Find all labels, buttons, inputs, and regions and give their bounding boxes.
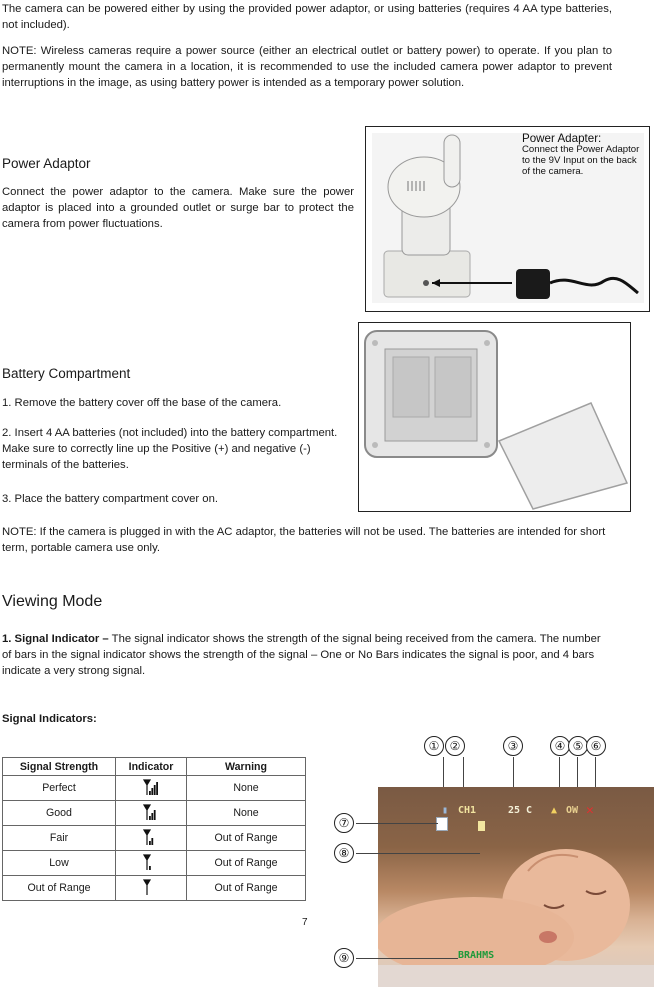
signal-strength-cell: Good bbox=[3, 801, 116, 826]
signal-bars-icon bbox=[143, 778, 159, 796]
signal-indicator-cell bbox=[116, 826, 187, 851]
callout-7-line bbox=[356, 823, 438, 824]
caption-title: Power Adapter: bbox=[522, 132, 602, 145]
signal-bars-icon bbox=[143, 878, 159, 896]
warning-cell: Out of Range bbox=[187, 826, 306, 851]
callout-5: ⑤ bbox=[568, 736, 588, 756]
signal-strength-cell: Perfect bbox=[3, 776, 116, 801]
signal-indicator-cell bbox=[116, 851, 187, 876]
speaker-mute-icon: ✕ bbox=[586, 803, 594, 818]
signal-table-row bbox=[3, 801, 306, 826]
battery-heading: Battery Compartment bbox=[2, 366, 131, 381]
intro-note-text: NOTE: Wireless cameras require a power source (either an electrical outlet or battery power) to operate. If you plan to permanently mount the camera in a location, it is recommended to use the included camera power adaptor to prevent interruptions in the image, as using battery power is intended as a temporary power solution. bbox=[2, 45, 612, 89]
battery-step-3: 3. Place the battery compartment cover on. bbox=[2, 493, 219, 505]
warning-cell: Out of Range bbox=[187, 851, 306, 876]
signal-strength-cell: Fair bbox=[3, 826, 116, 851]
signal-icon: ▮ bbox=[442, 805, 449, 816]
status-readout: OW bbox=[566, 805, 579, 816]
battery-note: NOTE: If the camera is plugged in with the AC adaptor, the batteries will not be used. The batteries are intended for short term, portable camera use only. bbox=[2, 526, 606, 554]
callout-8: ⑧ bbox=[334, 843, 354, 863]
temperature-readout: 25 C bbox=[508, 805, 533, 816]
camera-icon bbox=[436, 817, 448, 831]
page-number: 7 bbox=[302, 917, 308, 928]
signal-indicator-cell bbox=[116, 876, 187, 901]
signal-bar bbox=[151, 788, 153, 795]
signal-indicator-cell bbox=[116, 801, 187, 826]
warning-cell: Out of Range bbox=[187, 876, 306, 901]
battery-icon bbox=[478, 821, 485, 831]
signal-indicator-paragraph bbox=[2, 631, 602, 679]
warning-cell: None bbox=[187, 801, 306, 826]
callout-9: ⑨ bbox=[334, 948, 354, 968]
signal-table-row bbox=[3, 851, 306, 876]
callout-9-line bbox=[356, 958, 458, 959]
signal-indicators-label: Signal Indicators: bbox=[2, 713, 97, 725]
signal-indicator-cell bbox=[116, 776, 187, 801]
channel-readout: CH1 bbox=[458, 805, 477, 816]
caption-body: Connect the Power Adaptor to the 9V Input on the back of the camera. bbox=[522, 144, 640, 177]
signal-bar bbox=[149, 841, 151, 845]
signal-bar bbox=[151, 838, 153, 845]
baby-illustration bbox=[378, 787, 654, 987]
power-adapter-photo bbox=[365, 126, 650, 312]
power-adaptor-body: Connect the power adaptor to the camera. Make sure the power adaptor is placed into a grounded outlet or surge bar to protect the camera from power fluctuations. bbox=[2, 186, 354, 230]
signal-bars-icon bbox=[143, 828, 159, 846]
camera-power-illustration bbox=[372, 133, 644, 303]
intro-power-text: The camera can be powered either by using the provided power adaptor, or using batteries (requires 4 AA type batteries, not included). bbox=[2, 3, 612, 31]
power-adaptor-heading: Power Adaptor bbox=[2, 156, 91, 171]
callout-2: ② bbox=[445, 736, 465, 756]
signal-bars-icon bbox=[143, 853, 159, 871]
signal-strength-cell: Out of Range bbox=[3, 876, 116, 901]
signal-indicator-body: The signal indicator shows the strength of the signal being received from the camera. The number of bars in the signal indicator shows the strength of the signal – One or No Bars indicates the signal is poor, and 4 bars indicate a very strong signal. bbox=[2, 633, 601, 677]
battery-drawing bbox=[359, 323, 630, 511]
signal-table-header bbox=[3, 758, 306, 776]
header-indicator: Indicator bbox=[116, 758, 187, 776]
callout-7: ⑦ bbox=[334, 813, 354, 833]
viewing-mode-heading: Viewing Mode bbox=[2, 593, 103, 610]
signal-table-row bbox=[3, 876, 306, 901]
signal-bar bbox=[154, 810, 156, 820]
header-signal-strength: Signal Strength bbox=[3, 758, 116, 776]
song-readout: BRAHMS bbox=[458, 950, 495, 961]
signal-bar bbox=[156, 782, 158, 795]
callout-6: ⑥ bbox=[586, 736, 606, 756]
header-warning: Warning bbox=[187, 758, 306, 776]
lullaby-icon: ▲ bbox=[551, 805, 558, 816]
signal-bar bbox=[151, 813, 153, 820]
signal-bar bbox=[149, 791, 151, 795]
power-adapter-caption bbox=[522, 133, 642, 177]
signal-strength-cell: Low bbox=[3, 851, 116, 876]
monitor-screen-photo bbox=[378, 787, 654, 987]
signal-bar bbox=[149, 816, 151, 820]
signal-bars-icon bbox=[143, 803, 159, 821]
callout-4: ④ bbox=[550, 736, 570, 756]
callout-8-line bbox=[356, 853, 480, 854]
signal-indicator-label: 1. Signal Indicator – bbox=[2, 633, 109, 645]
callout-1: ① bbox=[424, 736, 444, 756]
battery-step-2: 2. Insert 4 AA batteries (not included) into the battery compartment. Make sure to correctly line up the Positive (+) and negative (-) terminals of the batteries. bbox=[2, 427, 338, 471]
signal-table bbox=[2, 757, 306, 901]
callout-3: ③ bbox=[503, 736, 523, 756]
signal-table-row bbox=[3, 776, 306, 801]
signal-bar bbox=[149, 866, 151, 870]
signal-bar bbox=[154, 785, 156, 795]
warning-cell: None bbox=[187, 776, 306, 801]
battery-step-1: 1. Remove the battery cover off the base of the camera. bbox=[2, 397, 282, 409]
battery-compartment-photo bbox=[358, 322, 631, 512]
signal-table-row bbox=[3, 826, 306, 851]
